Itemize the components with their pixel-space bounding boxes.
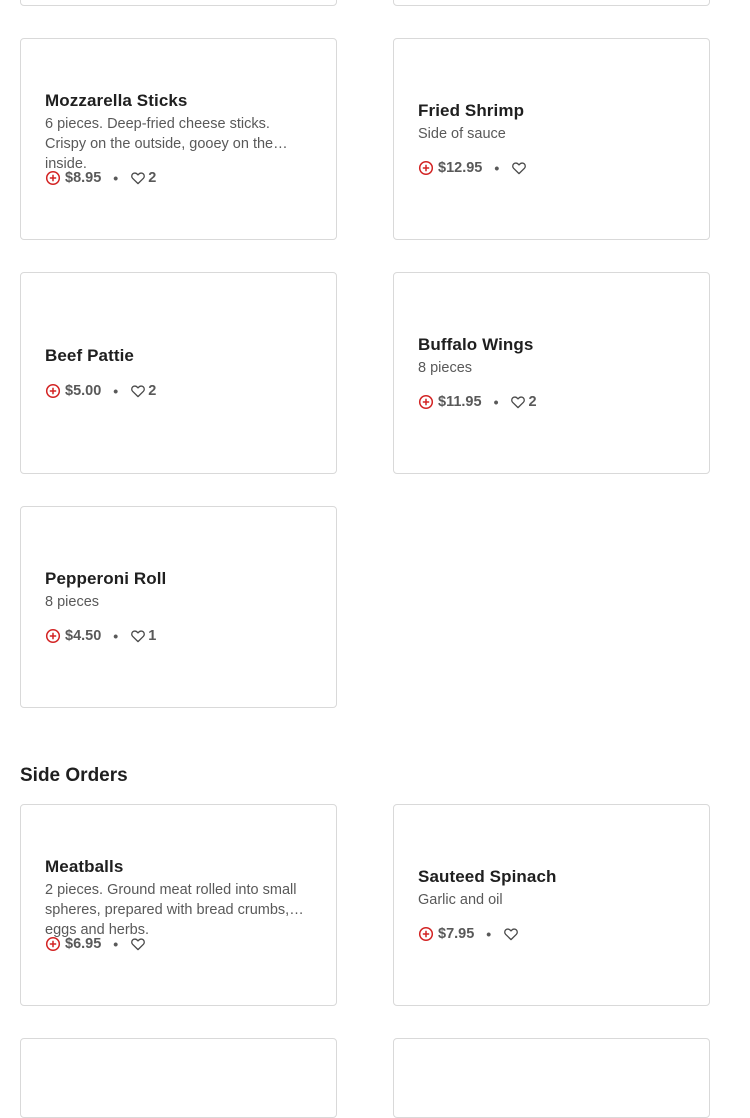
plus-circle-icon[interactable] [418, 926, 434, 942]
item-description: Garlic and oil [418, 892, 503, 908]
item-price: $4.50 [65, 628, 102, 644]
menu-item-card[interactable] [393, 0, 710, 6]
menu-item-card[interactable] [20, 1038, 337, 1118]
item-name: Beef Pattie [45, 346, 134, 365]
item-price: $12.95 [438, 160, 483, 176]
heart-icon[interactable] [130, 628, 146, 644]
plus-circle-icon[interactable] [45, 170, 61, 186]
heart-icon[interactable] [130, 170, 146, 186]
plus-circle-icon[interactable] [418, 394, 434, 410]
menu-item-card[interactable] [20, 0, 337, 6]
separator-dot: • [113, 936, 119, 952]
item-meta [418, 158, 687, 178]
item-description: 8 pieces [45, 594, 100, 610]
menu-item-fried-shrimp[interactable] [393, 38, 710, 240]
heart-icon[interactable] [503, 926, 519, 942]
item-price: $6.95 [65, 936, 102, 952]
menu-item-buffalo-wings[interactable] [393, 272, 710, 474]
separator-dot: • [113, 170, 119, 186]
separator-dot: • [494, 160, 500, 176]
plus-circle-icon[interactable] [45, 628, 61, 644]
item-name: Buffalo Wings [418, 335, 534, 354]
menu-item-card[interactable] [393, 1038, 710, 1118]
menu-item-mozzarella-sticks[interactable] [20, 38, 337, 240]
item-price: $8.95 [65, 170, 102, 186]
item-description: 6 pieces. Deep-fried cheese sticks. Crispy on the outside, gooey on the inside. [45, 116, 274, 172]
menu-item-pepperoni-roll[interactable] [20, 506, 337, 708]
like-count: 2 [148, 170, 157, 186]
heart-icon[interactable] [511, 160, 527, 176]
item-price: $7.95 [438, 926, 475, 942]
menu-item-sauteed-spinach[interactable] [393, 804, 710, 1006]
item-name: Meatballs [45, 857, 124, 876]
separator-dot: • [493, 394, 499, 410]
section-title-side-orders: Side Orders [20, 765, 128, 786]
item-name: Pepperoni Roll [45, 569, 167, 588]
item-price: $11.95 [438, 394, 482, 410]
item-meta [45, 626, 314, 646]
item-meta [45, 934, 314, 954]
item-meta [418, 924, 687, 944]
like-count: 1 [148, 628, 157, 644]
item-name: Fried Shrimp [418, 101, 525, 120]
item-meta [45, 381, 314, 401]
heart-icon[interactable] [130, 383, 146, 399]
item-meta [45, 168, 314, 188]
heart-icon[interactable] [130, 936, 146, 952]
plus-circle-icon[interactable] [45, 383, 61, 399]
heart-icon[interactable] [510, 394, 526, 410]
like-count: 2 [148, 383, 157, 399]
menu-item-beef-pattie[interactable] [20, 272, 337, 474]
item-description: Side of sauce [418, 126, 506, 142]
item-name: Mozzarella Sticks [45, 91, 188, 110]
plus-circle-icon[interactable] [45, 936, 61, 952]
plus-circle-icon[interactable] [418, 160, 434, 176]
item-name: Sauteed Spinach [418, 867, 557, 886]
item-meta [418, 392, 687, 412]
like-count: 2 [528, 394, 537, 410]
separator-dot: • [486, 926, 492, 942]
item-price: $5.00 [65, 383, 102, 399]
item-description: 2 pieces. Ground meat rolled into small spheres, prepared with bread crumbs, eggs and herbs. [45, 882, 297, 938]
item-description: 8 pieces [418, 360, 473, 376]
separator-dot: • [113, 628, 119, 644]
separator-dot: • [113, 383, 119, 399]
menu-item-meatballs[interactable] [20, 804, 337, 1006]
